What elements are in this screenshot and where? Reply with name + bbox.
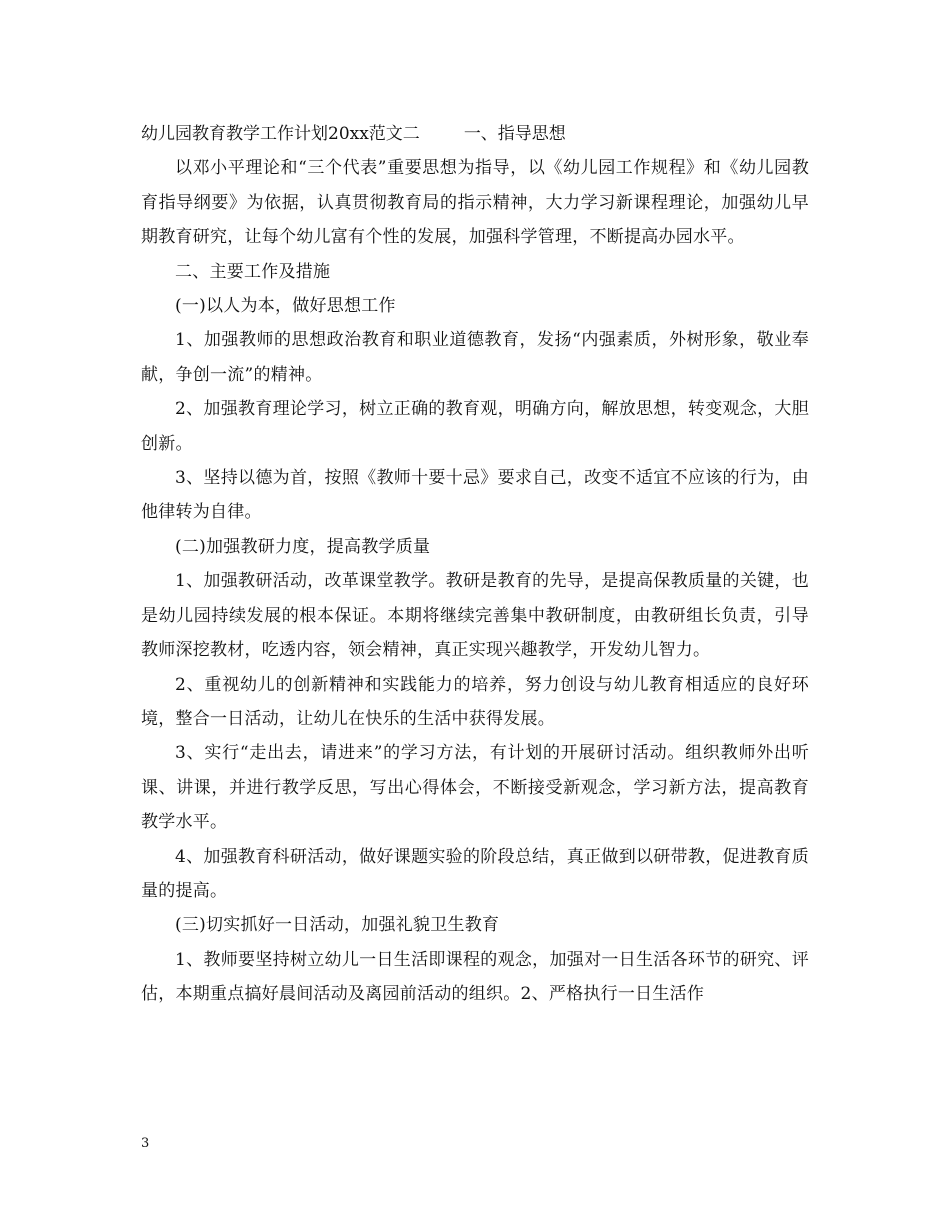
paragraph: 4、加强教育科研活动，做好课题实验的阶段总结，真正做到以研带教，促进教育质量的提高。 — [141, 846, 809, 901]
section-heading-main-work: 二、主要工作及措施 — [175, 261, 331, 282]
section-heading-guiding-ideology: 一、指导思想 — [463, 124, 566, 144]
paragraph: 3、坚持以德为首，按照《教师十要十忌》要求自己，改变不适宜不应该的行为，由他律转为自律。 — [141, 468, 809, 523]
paragraph: 1、加强教师的思想政治教育和职业道德教育，发扬“内强素质，外树形象，敬业奉献，争创一流”的精神。 — [141, 330, 809, 385]
subsection-heading: (一)以人为本，做好思想工作 — [175, 296, 396, 317]
paragraph: 3、实行“走出去，请进来”的学习方法，有计划的开展研讨活动。组织教师外出听课、讲课，并进行教学反思，写出心得体会，不断接受新观念，学习新方法，提高教育教学水平。 — [141, 743, 809, 833]
title-line — [141, 117, 809, 151]
document-title: 幼儿园教育教学工作计划20xx范文二 — [141, 124, 420, 144]
page-number: 3 — [141, 1136, 150, 1151]
paragraph: 以邓小平理论和“三个代表”重要思想为指导，以《幼儿园工作规程》和《幼儿园教育指导纲要》为依据，认真贯彻教育局的指示精神，大力学习新课程理论，加强幼儿早期教育研究，让每个幼儿富有个性的发展，加强科学管理，不断提高办园水平。 — [141, 158, 809, 248]
paragraph: 1、加强教研活动，改革课堂教学。教研是教育的先导，是提高保教质量的关键，也是幼儿园持续发展的根本保证。本期将继续完善集中教研制度，由教研组长负责，引导教师深挖教材，吃透内容，领会精神，真正实现兴趣教学，开发幼儿智力。 — [141, 571, 809, 661]
subsection-heading: (三)切实抓好一日活动，加强礼貌卫生教育 — [175, 915, 500, 936]
document-body — [141, 117, 809, 1012]
paragraph: 2、重视幼儿的创新精神和实践能力的培养，努力创设与幼儿教育相适应的良好环境，整合一日活动，让幼儿在快乐的生活中获得发展。 — [141, 674, 809, 729]
paragraph: 1、教师要坚持树立幼儿一日生活即课程的观念，加强对一日生活各环节的研究、评估，本期重点搞好晨间活动及离园前活动的组织。2、严格执行一日生活作 — [141, 949, 809, 1005]
subsection-heading: (二)加强教研力度，提高教学质量 — [175, 536, 431, 557]
paragraph: 2、加强教育理论学习，树立正确的教育观，明确方向，解放思想，转变观念，大胆创新。 — [141, 399, 809, 454]
